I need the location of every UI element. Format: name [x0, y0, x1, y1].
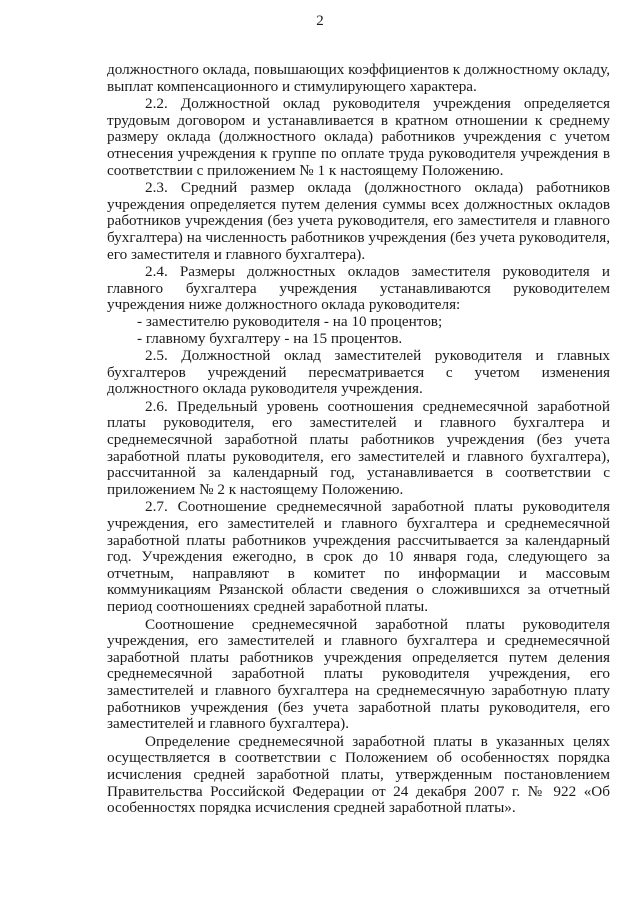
paragraph-ratio-definition: Соотношение среднемесячной заработной платы руководителя учреждения, его заместителей и главного бухгалтера и среднемесячной заработной платы работников учреждения определяется путем деления среднемесячной заработной платы руководителя учреждения, его заместителей и главного бухгалтера на среднемесячную заработную плату работников учреждения (без учета заработной платы руководителя, его заместителей и главного бухгалтера).: [107, 615, 610, 733]
list-item-chief-accountant: - главному бухгалтеру - на 15 процентов.: [137, 329, 403, 347]
paragraph-2-3: 2.3. Средний размер оклада (должностного оклада) работников учреждения определяется путем деления суммы всех должностных окладов работников учреждения (без учета руководителя, его заместителя и главного бухгалтера) на численность работников учреждения (без учета руководителя, его заместителя и главного бухгалтера).: [107, 179, 610, 263]
paragraph-2-5: 2.5. Должностной оклад заместителей руководителя и главных бухгалтеров учреждений пересматривается с учетом изменения должностного оклада руководителя учреждения.: [107, 347, 610, 398]
list-item-deputy: - заместителю руководителя - на 10 процентов;: [137, 312, 443, 330]
paragraph-2-6: 2.6. Предельный уровень соотношения среднемесячной заработной платы руководителя, его заместителей и главного бухгалтера и среднемесячной заработной платы работников учреждения (без учета заработной платы руководителя, его заместителей и главного бухгалтера), рассчитанной за календарный год, устанавливается в соответствии с приложением № 2 к настоящему Положению.: [107, 397, 610, 498]
paragraph-2-2: 2.2. Должностной оклад руководителя учреждения определяется трудовым договором и устанавливается в кратном отношении к среднему размеру оклада (должностного оклада) работников учреждения с учетом отнесения учреждения к группе по оплате труда руководителя учреждения в соответствии с приложением № 1 к настоящему Положению.: [107, 95, 610, 179]
page-number: 2: [316, 13, 324, 29]
document-body: [107, 62, 610, 817]
paragraph-2-4: 2.4. Размеры должностных окладов заместителя руководителя и главного бухгалтера учреждения устанавливаются руководителем учреждения ниже должностного оклада руководителя:: [107, 263, 610, 314]
paragraph-continuation: должностного оклада, повышающих коэффициентов к должностному окладу, выплат компенсационного и стимулирующего характера.: [107, 61, 610, 95]
paragraph-average-salary-definition: Определение среднемесячной заработной платы в указанных целях осуществляется в соответствии с Положением об особенностях порядка исчисления средней заработной платы, утвержденным постановлением Правительства Российской Федерации от 24 декабря 2007 г. № 922 «Об особенностях порядка исчисления средней заработной платы».: [107, 732, 610, 817]
paragraph-2-7: 2.7. Соотношение среднемесячной заработной платы руководителя учреждения, его заместителей и главного бухгалтера и среднемесячной заработной платы работников учреждения рассчитывается за календарный год. Учреждения ежегодно, в срок до 10 января года, следующего за отчетным, направляют в комитет по информации и массовым коммуникациям Рязанской области сведения о сложившихся за отчетный период соотношениях средней заработной платы.: [107, 498, 610, 615]
